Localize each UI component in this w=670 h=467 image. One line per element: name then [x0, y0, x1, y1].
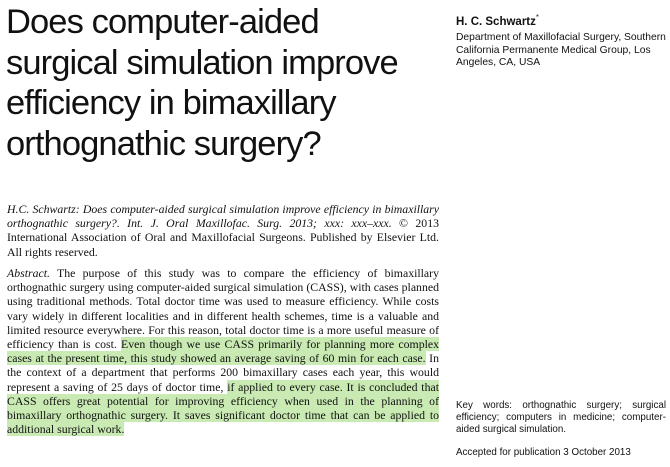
keywords: Key words: orthognathic surgery; surgical efficiency; computers in medicine; computer-aided surgical simulation.: [456, 400, 666, 435]
abstract-highlight-1: Even though we use CASS primarily for planning more complex cases at the present time, this study showed an average saving of 60 min for each case.: [7, 337, 440, 366]
abstract-text-part1: The purpose of this study was to compare the efficiency of bimaxillary orthognathic surgery using computer-aided surgical simulation (CASS), with cases planned using traditional methods. Total doctor time was used to measure efficiency. While costs vary widely in different localities and in different health schemes, time is a valuable and limited resource everywhere. For this reason, total doctor time is a more useful measure of efficiency than is cost.: [7, 266, 439, 352]
abstract-text-part2: In the context of a department that performs 200 bimaxillary cases each year, this would represent a saving of 25 days of doctor time,: [7, 351, 439, 394]
corresponding-author-mark: *: [535, 13, 540, 22]
author-name: [456, 11, 666, 29]
abstract-highlight-2: if applied to every case. It is concluded that CASS offers great potential for improving efficiency when used in the planning of bimaxillary orthognathic surgery. It saves significant doctor time that can be applied to additional surgical work.: [7, 379, 439, 437]
article-title: Does computer-aided surgical simulation improve efficiency in bimaxillary orthognathic surgery?: [6, 3, 398, 163]
accepted-date: Accepted for publication 3 October 2013: [456, 447, 631, 458]
author-name-text: H. C. Schwartz: [456, 15, 536, 28]
citation-reference: H.C. Schwartz: Does computer-aided surgical simulation improve efficiency in bimaxillary orthognathic surgery?. Int. J. Oral Maxillofac. Surg. 2013; xxx: xxx–xxx.: [7, 202, 439, 231]
citation-block: [7, 202, 439, 259]
copyright-notice: © 2013 International Association of Oral and Maxillofacial Surgeons. Published by Elsevier Ltd. All rights reserved.: [7, 216, 439, 259]
abstract-label: Abstract.: [7, 266, 50, 280]
author-block: [456, 11, 666, 70]
author-affiliation: Department of Maxillofacial Surgery, Southern California Permanente Medical Group, Los Angeles, CA, USA: [456, 31, 666, 69]
abstract: [7, 266, 439, 436]
